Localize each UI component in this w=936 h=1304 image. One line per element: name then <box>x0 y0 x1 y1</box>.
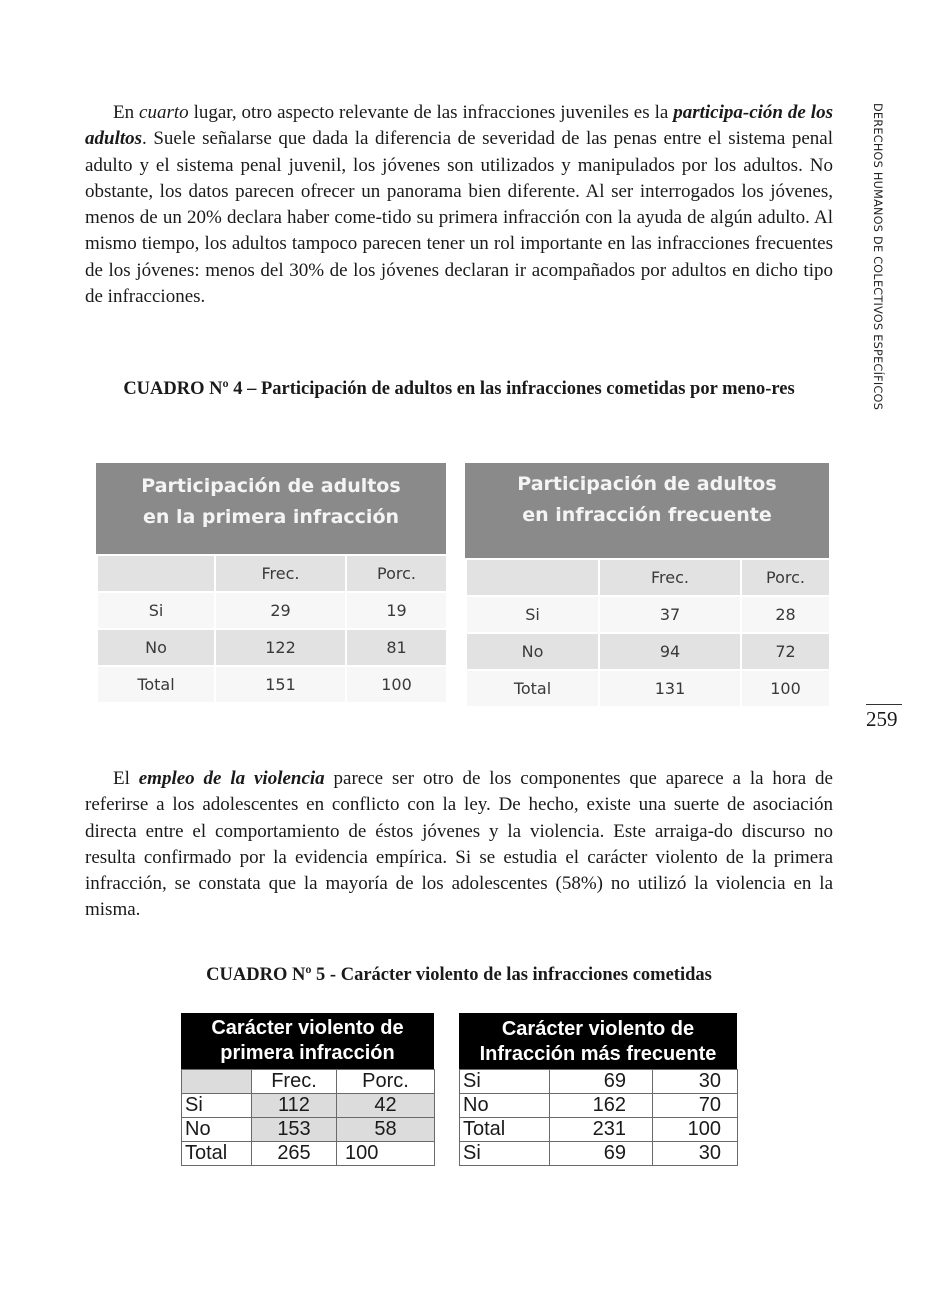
cell-porc: 30 <box>653 1070 738 1094</box>
title-line: Carácter violento de <box>501 1018 695 1040</box>
header-row <box>466 559 830 596</box>
cell-frec: 153 <box>252 1118 337 1142</box>
table-row <box>182 1094 435 1118</box>
table-row <box>460 1070 738 1094</box>
title-line: en infracción frecuente <box>522 504 772 526</box>
table-row <box>460 1094 738 1118</box>
cell-porc: 42 <box>337 1094 435 1118</box>
header-cell: Porc. <box>741 559 830 596</box>
cell-porc: 58 <box>337 1118 435 1142</box>
cell-frec: 94 <box>599 633 741 670</box>
title-line: en la primera infracción <box>142 506 400 528</box>
cell-porc: 100 <box>653 1118 738 1142</box>
running-head-text: DERECHOS HUMANOS DE COLECTIVOS ESPECÍFICOS <box>871 103 884 411</box>
paragraph-adult-participation <box>85 100 833 310</box>
header-cell <box>97 555 215 592</box>
text: El <box>113 768 139 789</box>
text: . Suele señalarse que dada la diferencia de severidad de las penas entre el sistema penal adulto y el sistema penal juvenil, los jóvenes son utilizados y manipulados por los adultos. No obstante, los datos parecen ofrecer un panorama bien diferente. Al ser interrogados los jóvenes, menos de un 20% declara haber come-tido su primera infracción con la ayuda de algún adulto. Al mismo tiempo, los adultos tampoco parecen tener un rol importante en las infracciones frecuentes de los jóvenes: menos del 30% de los jóvenes declaran ir acompañados por adultos en dicho tipo de infracciones. <box>85 128 833 308</box>
header-cell: Frec. <box>215 555 346 592</box>
table-row <box>466 596 830 633</box>
page-number: 259 <box>866 707 898 731</box>
emphasis: cuarto <box>139 102 189 123</box>
title-line: Carácter violento de <box>211 1017 404 1039</box>
table-title <box>96 463 446 554</box>
cell-porc: 28 <box>741 596 830 633</box>
table-row <box>97 629 447 666</box>
row-label: Total <box>97 666 215 703</box>
cell-porc: 100 <box>337 1142 435 1166</box>
table-row <box>460 1142 738 1166</box>
header-cell: Porc. <box>346 555 447 592</box>
table-title <box>181 1013 434 1069</box>
table-row <box>466 670 830 707</box>
table-row <box>182 1142 435 1166</box>
paragraph-use-of-violence <box>85 766 833 924</box>
table-adults-frequent-infraction <box>465 463 829 708</box>
cell-frec: 69 <box>550 1142 653 1166</box>
row-label: Si <box>466 596 599 633</box>
table-adults-first-infraction <box>96 463 446 704</box>
table-row <box>97 666 447 703</box>
running-head <box>868 103 888 443</box>
cell-porc: 70 <box>653 1094 738 1118</box>
row-label: Total <box>460 1118 550 1142</box>
cell-frec: 131 <box>599 670 741 707</box>
cell-frec: 69 <box>550 1070 653 1094</box>
table-row <box>466 633 830 670</box>
header-cell: Frec. <box>252 1070 337 1094</box>
text: parece ser otro de los componentes que aparece a la hora de referirse a los adolescentes en conflicto con la ley. De hecho, existe una suerte de asociación directa entre el comportamiento de éstos jóvenes y la violencia. Este arraiga-do discurso no resulta confirmado por la evidencia empírica. Si se estudia el carácter violento de la primera infracción, se constata que la mayoría de los adolescentes (58%) no utilizó la violencia en la misma. <box>85 768 833 921</box>
cell-frec: 112 <box>252 1094 337 1118</box>
cell-frec: 37 <box>599 596 741 633</box>
cell-frec: 29 <box>215 592 346 629</box>
cell-porc: 81 <box>346 629 447 666</box>
cuadro-5-caption: CUADRO Nº 5 - Carácter violento de las infracciones cometidas <box>206 965 712 985</box>
title-line: Participación de adultos <box>141 475 401 497</box>
cell-frec: 122 <box>215 629 346 666</box>
row-label: No <box>466 633 599 670</box>
cell-porc: 72 <box>741 633 830 670</box>
strong-emphasis: participa-ción de los adultos <box>85 102 833 150</box>
row-label: Si <box>460 1070 550 1094</box>
header-row <box>97 555 447 592</box>
title-line: primera infracción <box>220 1042 395 1064</box>
header-cell: Frec. <box>599 559 741 596</box>
cell-frec: 265 <box>252 1142 337 1166</box>
table-violence-frequent-infraction <box>459 1013 737 1166</box>
row-label: No <box>182 1118 252 1142</box>
table-violence-first-infraction <box>181 1013 434 1166</box>
cell-porc: 100 <box>346 666 447 703</box>
row-label: No <box>97 629 215 666</box>
row-label: Total <box>182 1142 252 1166</box>
text: En <box>113 102 140 123</box>
strong-emphasis: empleo de la violencia <box>138 768 325 789</box>
row-label: Si <box>460 1142 550 1166</box>
cell-frec: 231 <box>550 1118 653 1142</box>
title-line: Infracción más frecuente <box>479 1043 717 1065</box>
row-label: No <box>460 1094 550 1118</box>
table-row <box>460 1118 738 1142</box>
table-title <box>465 463 829 558</box>
text: lugar, otro aspecto relevante de las infracciones juveniles es la <box>188 102 674 123</box>
title-line: Participación de adultos <box>517 473 777 495</box>
table-title <box>459 1013 737 1069</box>
header-cell <box>466 559 599 596</box>
cell-porc: 19 <box>346 592 447 629</box>
cell-porc: 100 <box>741 670 830 707</box>
row-label: Total <box>466 670 599 707</box>
cell-frec: 151 <box>215 666 346 703</box>
cell-frec: 162 <box>550 1094 653 1118</box>
cuadro-4-caption: CUADRO Nº 4 – Participación de adultos en las infracciones cometidas por meno-res <box>123 379 795 399</box>
table-row <box>182 1118 435 1142</box>
row-label: Si <box>97 592 215 629</box>
header-row <box>182 1070 435 1094</box>
cell-porc: 30 <box>653 1142 738 1166</box>
header-cell <box>182 1070 252 1094</box>
row-label: Si <box>182 1094 252 1118</box>
page-number-rule <box>866 704 902 705</box>
header-cell: Porc. <box>337 1070 435 1094</box>
table-row <box>97 592 447 629</box>
